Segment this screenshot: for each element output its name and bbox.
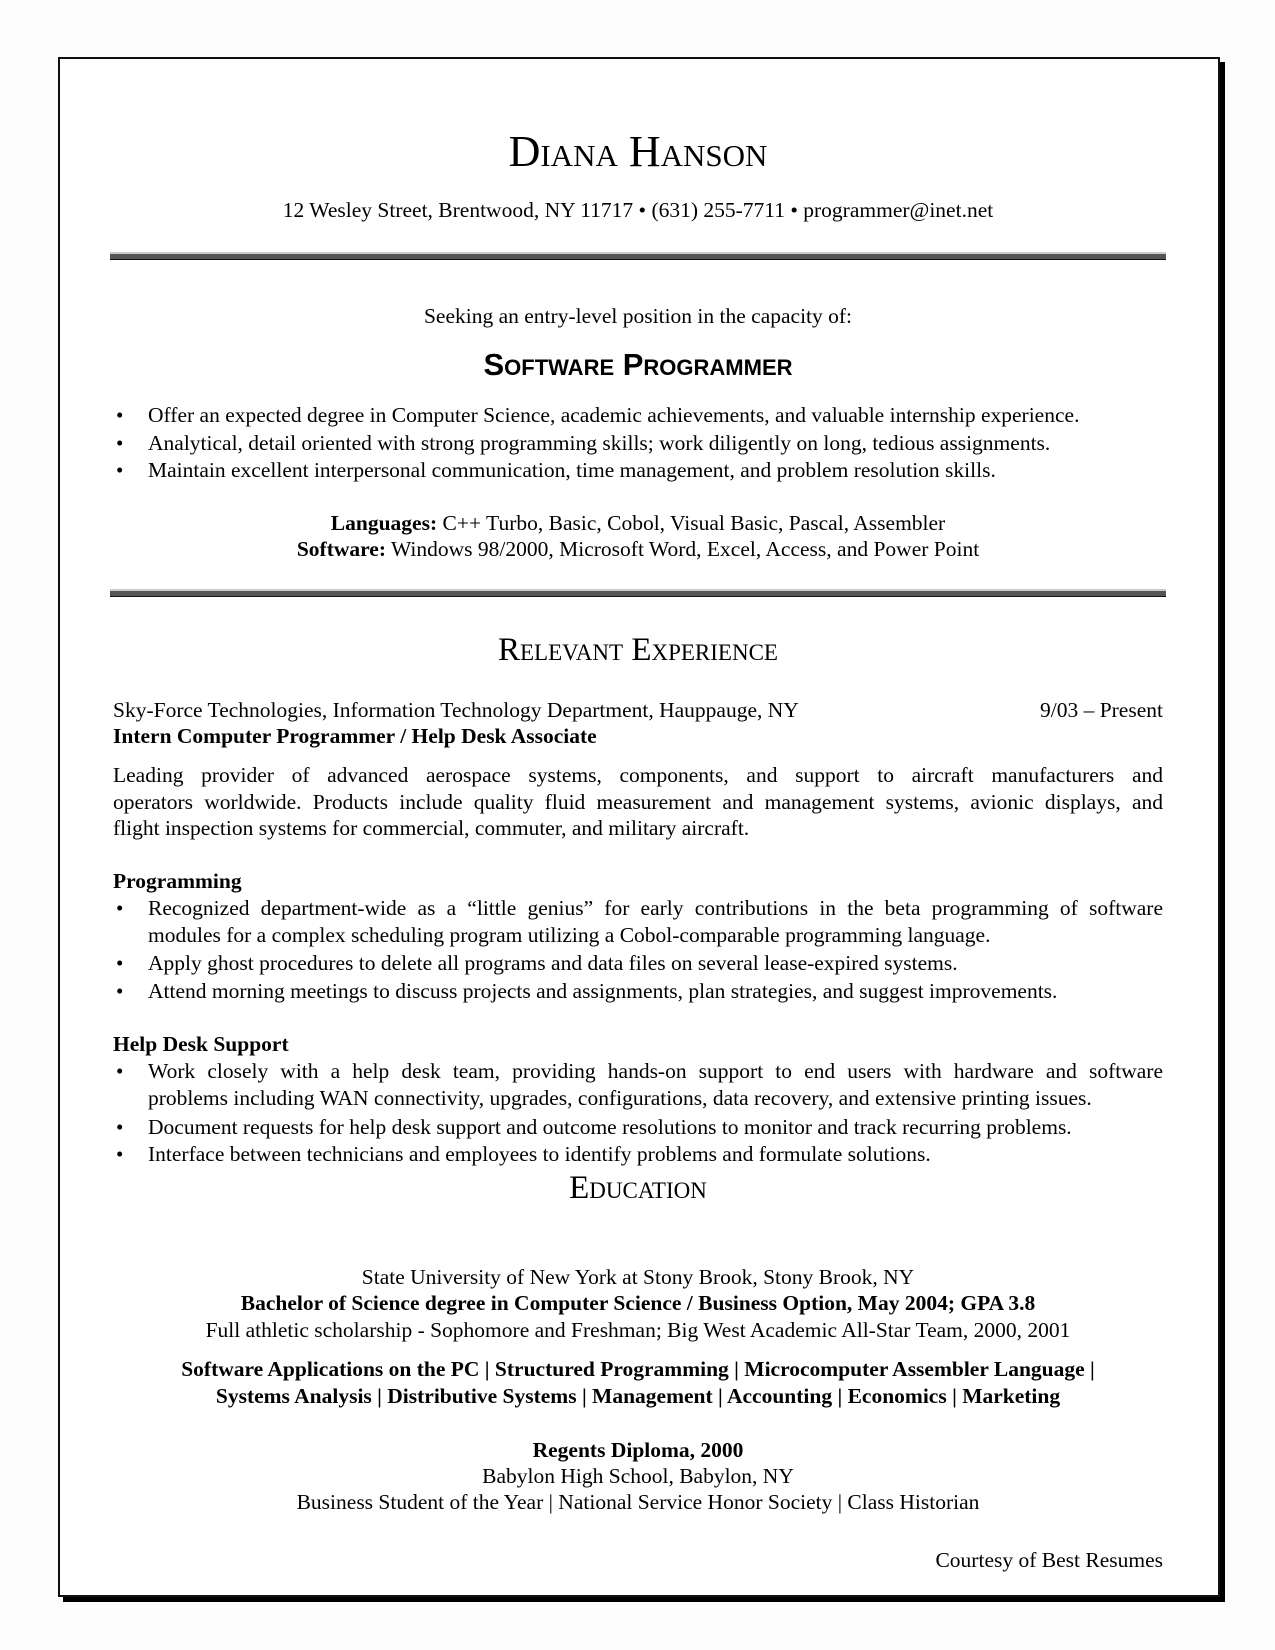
programming-bullet: Apply ghost procedures to delete all programs and data files on several lease-expired systems. [148,951,958,975]
job-role: Intern Computer Programmer / Help Desk Associate [113,724,597,748]
coursework: Systems Analysis | Distributive Systems | Management | Accounting | Economics | Marketing [215,1384,1061,1408]
bullet-icon: • [116,1115,124,1139]
bullet-icon: • [116,896,124,920]
bullet-icon: • [116,1059,124,1083]
bullet-icon: • [116,403,124,427]
objective-intro: Seeking an entry-level position in the capacity of: [423,304,853,328]
high-school: Babylon High School, Babylon, NY [482,1464,794,1488]
bullet-icon: • [116,458,124,482]
dates: 9/03 – Present [1039,698,1163,722]
experience-heading: Relevant Experience [498,632,778,668]
programming-bullet: Attend morning meetings to discuss projects and assignments, plan strategies, and suggest improvements. [148,979,1058,1003]
education-heading: Education [569,1170,707,1206]
company-description: flight inspection systems for commercial, commuter, and military aircraft. [113,816,750,840]
courtesy-note: Courtesy of Best Resumes [935,1548,1163,1572]
education-honors: Full athletic scholarship - Sophomore and Freshman; Big West Academic All-Star Team, 2000, 2001 [205,1318,1071,1342]
objective-bullet: Offer an expected degree in Computer Science, academic achievements, and valuable internship experience. [148,403,1080,427]
helpdesk-bullet: Work closely with a help desk team, providing hands-on support to end users with hardware and software [148,1059,1163,1083]
bullet-icon: • [116,431,124,455]
degree: Bachelor of Science degree in Computer Science / Business Option, May 2004; GPA 3.8 [240,1291,1036,1315]
objective-bullet: Maintain excellent interpersonal communication, time management, and problem resolution skills. [148,458,996,482]
bullet-icon: • [116,951,124,975]
helpdesk-heading: Help Desk Support [113,1032,289,1056]
programming-bullet-cont: modules for a complex scheduling program utilizing a Cobol-comparable programming language. [148,923,991,947]
bullet-icon: • [116,979,124,1003]
divider [110,589,1166,597]
objective-title: Software Programmer [483,347,793,382]
coursework: Software Applications on the PC | Structured Programming | Microcomputer Assembler Language | [181,1357,1095,1381]
software-label: Software: [296,537,386,561]
programming-bullet: Recognized department-wide as a “little genius” for early contributions in the beta programming of software [148,896,1163,920]
programming-heading: Programming [113,869,242,893]
helpdesk-bullet: Interface between technicians and employees to identify problems and formulate solutions. [148,1142,931,1166]
company-line [113,697,1163,723]
company: Sky-Force Technologies, Information Technology Department, Hauppauge, NY [113,698,799,722]
helpdesk-bullet-cont: problems including WAN connectivity, upgrades, configurations, data recovery, and extensive printing issues. [148,1086,1092,1110]
company-description: operators worldwide. Products include quality fluid measurement and management systems, avionic displays, and [113,790,1163,814]
high-school-honors: Business Student of the Year | National Service Honor Society | Class Historian [296,1490,980,1514]
diploma: Regents Diploma, 2000 [532,1438,744,1462]
helpdesk-bullet: Document requests for help desk support and outcome resolutions to monitor and track recurring problems. [148,1115,1072,1139]
software-value: Windows 98/2000, Microsoft Word, Excel, Access, and Power Point [386,537,980,561]
languages-line [113,510,1163,536]
languages-value: C++ Turbo, Basic, Cobol, Visual Basic, Pascal, Assembler [437,511,946,535]
company-description: Leading provider of advanced aerospace systems, components, and support to aircraft manufacturers and [113,763,1163,787]
university: State University of New York at Stony Brook, Stony Brook, NY [361,1265,915,1289]
candidate-name: Diana Hanson [508,127,768,176]
bullet-icon: • [116,1142,124,1166]
divider [110,252,1166,260]
languages-label: Languages: [330,511,438,535]
objective-bullet: Analytical, detail oriented with strong programming skills; work diligently on long, tedious assignments. [148,431,1051,455]
software-line [113,536,1163,562]
contact-info: 12 Wesley Street, Brentwood, NY 11717 • (631) 255-7711 • programmer@inet.net [282,198,994,222]
